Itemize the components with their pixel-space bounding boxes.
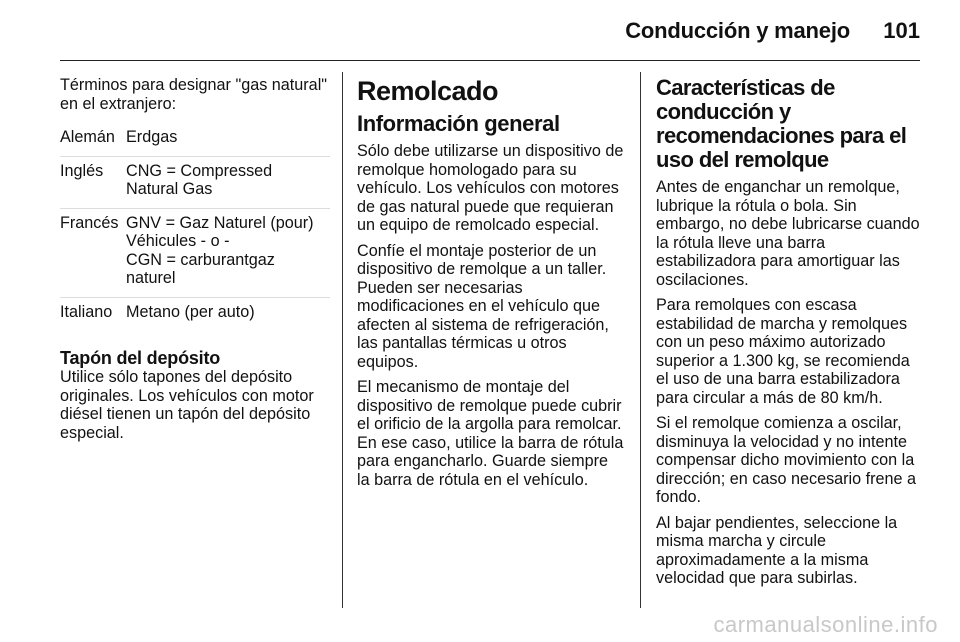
- watermark: carmanualsonline.info: [713, 612, 938, 637]
- column-divider-right: [640, 72, 641, 608]
- trailer-heading: Características de conducción y recomendaciones para el uso del remolque: [656, 75, 907, 172]
- language-cell: Inglés: [60, 161, 104, 180]
- page-number: 101: [883, 18, 920, 43]
- table-row: [60, 157, 330, 209]
- tank-cap-text: Utilice sólo tapones del depósito originales. Los vehículos con motor diésel tienen un tapón del depósito especial.: [60, 368, 314, 442]
- table-row: [60, 209, 330, 298]
- column-right: [656, 76, 922, 595]
- towing-paragraph: El mecanismo de montaje del dispositivo de remolque puede cubrir el orificio de la argolla para remolcar. En ese caso, utilice la barra de rótula para engancharlo. Guarde siempre la barra de rótula en el vehículo.: [357, 378, 624, 489]
- column-middle: [357, 76, 625, 496]
- term-cell: Metano (per auto): [126, 302, 255, 321]
- general-info-heading: Información general: [357, 111, 560, 136]
- language-cell: Alemán: [60, 128, 115, 146]
- term-cell: Erdgas: [126, 128, 178, 146]
- trailer-paragraph: Si el remolque comienza a oscilar, disminuya la velocidad y no intente compensar dicho movimiento con la dirección; en caso necesario frene a fondo.: [656, 414, 917, 506]
- column-divider-left: [342, 72, 343, 608]
- fuel-terms-table: [60, 123, 330, 330]
- table-row: [60, 123, 330, 157]
- trailer-paragraph: Para remolques con escasa estabilidad de marcha y remolques con un peso máximo autorizado superior a 1.300 kg, se recomienda el uso de una barra estabilizadora para circular a más de 80 km/h.: [656, 296, 910, 407]
- natural-gas-intro: Términos para designar "gas natural" en el extranjero:: [60, 76, 328, 113]
- towing-heading: Remolcado: [357, 76, 499, 106]
- term-cell: GNV = Gaz Naturel (pour) Véhicules - o - CGN = carburantgaz naturel: [126, 213, 314, 287]
- column-left: [60, 76, 330, 449]
- language-cell: Francés: [60, 213, 119, 232]
- trailer-paragraph: Al bajar pendientes, seleccione la misma marcha y circule aproximadamente a la misma velocidad que para subirlas.: [656, 513, 898, 587]
- page-title: Conducción y manejo: [625, 18, 850, 43]
- language-cell: Italiano: [60, 302, 113, 321]
- tank-cap-heading: Tapón del depósito: [60, 348, 221, 368]
- trailer-paragraph: Antes de enganchar un remolque, lubrique la rótula o bola. Sin embargo, no debe lubricarse cuando la rótula lleve una barra estabilizadora para amortiguar las oscilaciones.: [656, 178, 920, 289]
- term-cell: CNG = Compressed Natural Gas: [126, 161, 273, 198]
- towing-paragraph: Confíe el montaje posterior de un dispositivo de remolque a un taller. Pueden ser necesarias modificaciones en el vehículo que afecten al sistema de refrigeración, las pantallas térmicas u otros equipos.: [357, 241, 609, 371]
- towing-paragraph: Sólo debe utilizarse un dispositivo de remolque homologado para su vehículo. Los vehículos con motores de gas natural puede que requieran un equipo de remolcado especial.: [357, 142, 624, 234]
- table-row: [60, 298, 330, 331]
- page-header: [60, 14, 920, 61]
